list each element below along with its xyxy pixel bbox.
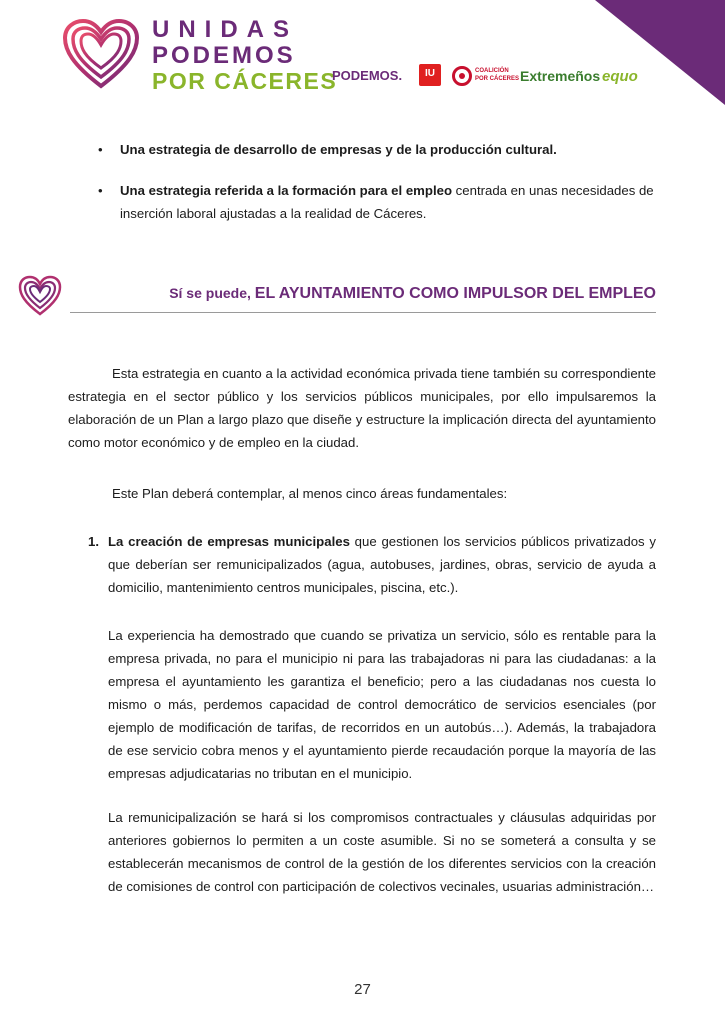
bullet-dot: • bbox=[98, 142, 103, 157]
logo-wordmark bbox=[152, 18, 337, 93]
logo-line-1: UNIDAS bbox=[152, 16, 299, 43]
section-title-prefix: Sí se puede, bbox=[169, 285, 255, 301]
bullet-bold-text: Una estrategia de desarrollo de empresas y de la producción cultural. bbox=[120, 142, 557, 157]
equo-logo: equo bbox=[602, 68, 638, 85]
logo-line-3: POR CÁCERES bbox=[152, 68, 338, 94]
plan-intro-paragraph: Este Plan deberá contemplar, al menos cinco áreas fundamentales: bbox=[112, 486, 508, 501]
bullet-item bbox=[98, 138, 658, 161]
remunicipalization-paragraph: La remunicipalización se hará si los compromisos contractuales y cláusulas adquiridas por anteriores gobiernos lo permiten a un coste asumible. Si no se someterá a consulta y se establecerán mecanismos de control de la gestión de los diferentes servicios con la creación de comisiones de control con participación de colectivos vecinales, usuarias administración… bbox=[108, 810, 656, 894]
partner-logos bbox=[332, 64, 654, 90]
coalicion-line-1: COALICIÓN bbox=[475, 68, 509, 74]
item-text: que gestionen los servicios públicos privatizados y que deberían ser remunicipalizados (agua, autobuses, jardines, obras, servicio de ayuda a domicilio, mantenimiento centros municipales, piscina, etc.). bbox=[108, 534, 656, 595]
section-title-main: EL AYUNTAMIENTO COMO IMPULSOR DEL EMPLEO bbox=[254, 285, 656, 302]
iu-logo-text: IU bbox=[425, 68, 435, 79]
item-bold-text: La creación de empresas municipales bbox=[108, 534, 350, 549]
bullet-text: centrada en unas necesidades de inserción laboral ajustadas a la realidad de Cáceres. bbox=[120, 183, 654, 221]
bullet-dot: • bbox=[98, 183, 103, 198]
numbered-item-1 bbox=[88, 530, 656, 599]
logo-line-2: PODEMOS bbox=[152, 42, 296, 69]
podemos-logo: PODEMOS. bbox=[332, 68, 403, 83]
bullet-bold-text: Una estrategia referida a la formación para el empleo bbox=[120, 183, 453, 198]
heart-logo-icon bbox=[62, 18, 140, 90]
item-number: 1. bbox=[88, 534, 99, 549]
section-heart-icon bbox=[18, 274, 62, 318]
intro-paragraph: Esta estrategia en cuanto a la actividad económica privada tiene también su correspondiente estrategia en el sector público y los servicios públicos municipales, por ello impulsaremos la elaboración de un Plan a largo plazo que diseñe y estructure la implicación directa del ayuntamiento como motor económico y de empleo en la ciudad. bbox=[68, 366, 656, 450]
section-divider bbox=[70, 312, 656, 313]
bullet-item bbox=[98, 179, 658, 225]
page-number: 27 bbox=[354, 981, 371, 998]
coalicion-line-2: POR CÁCERES bbox=[475, 76, 520, 82]
extremenos-logo: Extremeños bbox=[520, 68, 601, 84]
experience-paragraph: La experiencia ha demostrado que cuando se privatiza un servicio, sólo es rentable para la empresa privada, no para el municipio ni para las trabajadoras ni para las ciudadanas: a la empresa el ayuntamiento les garantiza el beneficio; pero a las ciudadanas nos cuesta lo mismo o más, perdemos capacidad de control democrático de servicios esenciales (por ejemplo de modificación de tarifas, de recorridos en un autobús…). Además, la trabajadora de ese servicio cobra menos y el ayuntamiento pierde recaudación porque la mayoría de las empresas adjudicatarias no tributan en el municipio. bbox=[108, 628, 656, 781]
strategy-bullet-list bbox=[98, 138, 658, 225]
section-title bbox=[70, 285, 656, 303]
coalicion-logo-text bbox=[475, 67, 519, 83]
coalicion-logo-icon bbox=[451, 65, 473, 87]
